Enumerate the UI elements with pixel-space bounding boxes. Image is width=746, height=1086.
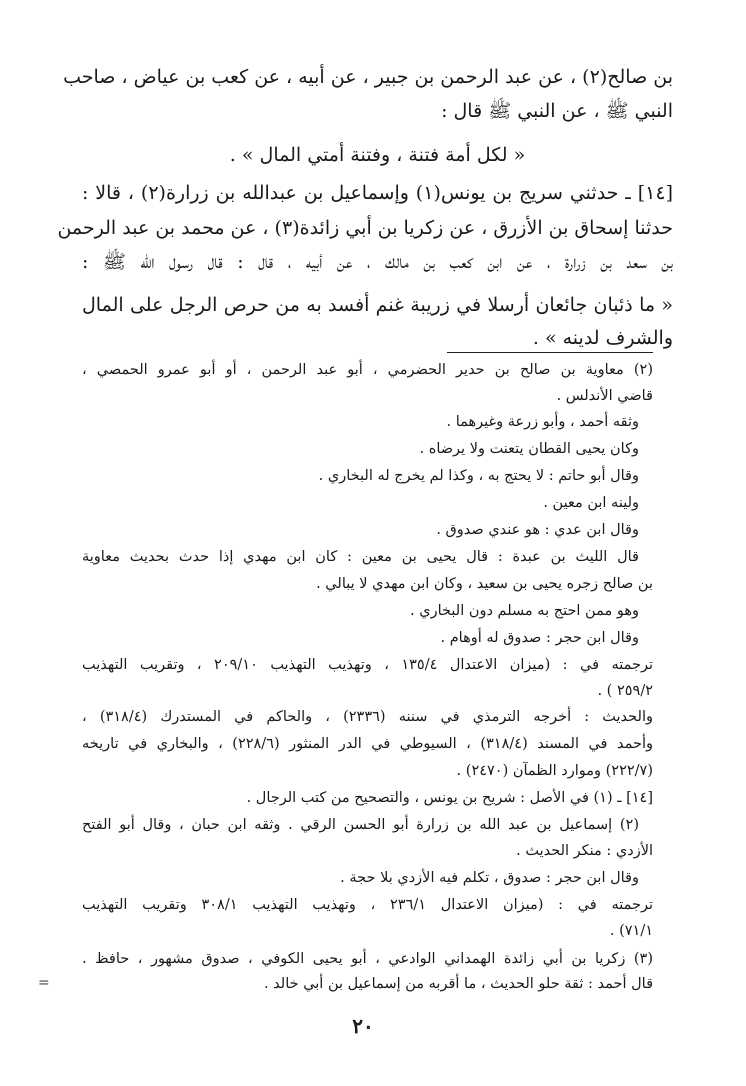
footnote-line-9: بن صالح زجره يحيى بن سعيد ، وكان ابن مهدي لا يبالي . [316, 576, 653, 592]
hadith-text-2-line-1: « ما ذئبان جائعان أرسلا في زريبة غنم أفسد به من حرص الرجل على المال [82, 294, 673, 316]
page-number: ٢٠ [352, 1014, 374, 1038]
footnote-line-8: قال الليث بن عبدة : قال يحيى بن معين : كان ابن مهدي إذا حدث بحديث معاوية [82, 549, 639, 565]
footnote-line-14: والحديث : أخرجه الترمذي في سننه (٢٣٣٦) ، والحاكم في المستدرك (٣١٨/٤) ، [82, 709, 653, 725]
footnote-line-21: ترجمته في : (ميزان الاعتدال ٢٣٦/١ ، وتهذيب التهذيب ٣٠٨/١ وتقريب التهذيب [82, 897, 653, 913]
footnote-line-18: (٢) إسماعيل بن عبد الله بن زرارة أبو الحسن الرقي . وثقه ابن حبان ، وقال أبو الفتح [82, 817, 639, 833]
footnote-line-4: وكان يحيى القطان يتعنت ولا يرضاه . [419, 441, 639, 457]
footnote-line-12: ترجمته في : (ميزان الاعتدال ١٣٥/٤ ، وتهذيب التهذيب ٢٠٩/١٠ ، وتقريب التهذيب [82, 657, 653, 673]
footnote-line-15: وأحمد في المسند (٣١٨/٤) ، السيوطي في الدر المنثور (٢٢٨/٦) ، والبخاري في تاريخه [82, 736, 653, 752]
main-text-line-1: بن صالح(٢) ، عن عبد الرحمن بن جبير ، عن أبيه ، عن كعب بن عياض ، صاحب [63, 66, 673, 88]
footnote-line-16: (٢٢٢/٧) وموارد الظمآن (٢٤٧٠) . [456, 763, 653, 779]
footnote-line-6: ولينه ابن معين . [543, 495, 639, 511]
footnote-line-19: الأزدي : منكر الحديث . [516, 843, 653, 859]
footnote-separator [447, 352, 653, 353]
footnote-line-13: ٢٥٩/٢ ) . [597, 683, 653, 699]
hadith-text-2-line-2: والشرف لدينه » . [532, 327, 673, 349]
footnote-line-3: وثقه أحمد ، وأبو زرعة وغيرهما . [446, 414, 639, 430]
margin-mark: = [38, 975, 50, 991]
footnote-line-5: وقال أبو حاتم : لا يحتج به ، وكذا لم يخرج له البخاري . [318, 468, 639, 484]
main-text-line-4: [١٤] ـ حدثني سريج بن يونس(١) وإسماعيل بن عبدالله بن زرارة(٢) ، قالا : [82, 182, 673, 204]
footnote-line-10: وهو ممن احتج به مسلم دون البخاري . [410, 603, 639, 619]
footnote-line-1: (٢) معاوية بن صالح بن حدير الحضرمي ، أبو عبد الرحمن ، أو أبو عمرو الحمصي ، [82, 362, 653, 378]
main-text-line-6: بن سعد بن زرارة ، عن ابن كعب بن مالك ، عن أبيه ، قال : قال رسول الله ﷺ : [82, 251, 673, 273]
main-text-line-2: النبي ﷺ ، عن النبي ﷺ قال : [441, 100, 673, 122]
hadith-text-1: « لكل أمة فتنة ، وفتنة أمتي المال » . [229, 144, 526, 166]
footnote-line-24: قال أحمد : ثقة حلو الحديث ، ما أقربه من إسماعيل بن أبي خالد . [263, 976, 653, 992]
footnote-line-2: قاضي الأندلس . [556, 388, 653, 404]
main-text-line-5: حدثنا إسحاق بن الأزرق ، عن زكريا بن أبي زائدة(٣) ، عن محمد بن عبد الرحمن [57, 217, 673, 239]
footnote-line-23: (٣) زكريا بن أبي زائدة الهمداني الوادعي ، أبو يحيى الكوفي ، صدوق مشهور ، حافظ . [82, 951, 653, 967]
footnote-line-17: [١٤] ـ (١) في الأصل : شريح بن يونس ، والتصحيح من كتب الرجال . [246, 790, 653, 806]
footnote-line-11: وقال ابن حجر : صدوق له أوهام . [440, 630, 639, 646]
footnote-line-7: وقال ابن عدي : هو عندي صدوق . [436, 522, 639, 538]
footnote-line-20: وقال ابن حجر : صدوق ، تكلم فيه الأزدي بلا حجة . [340, 870, 639, 886]
footnote-line-22: ٧١/١) . [609, 923, 653, 939]
